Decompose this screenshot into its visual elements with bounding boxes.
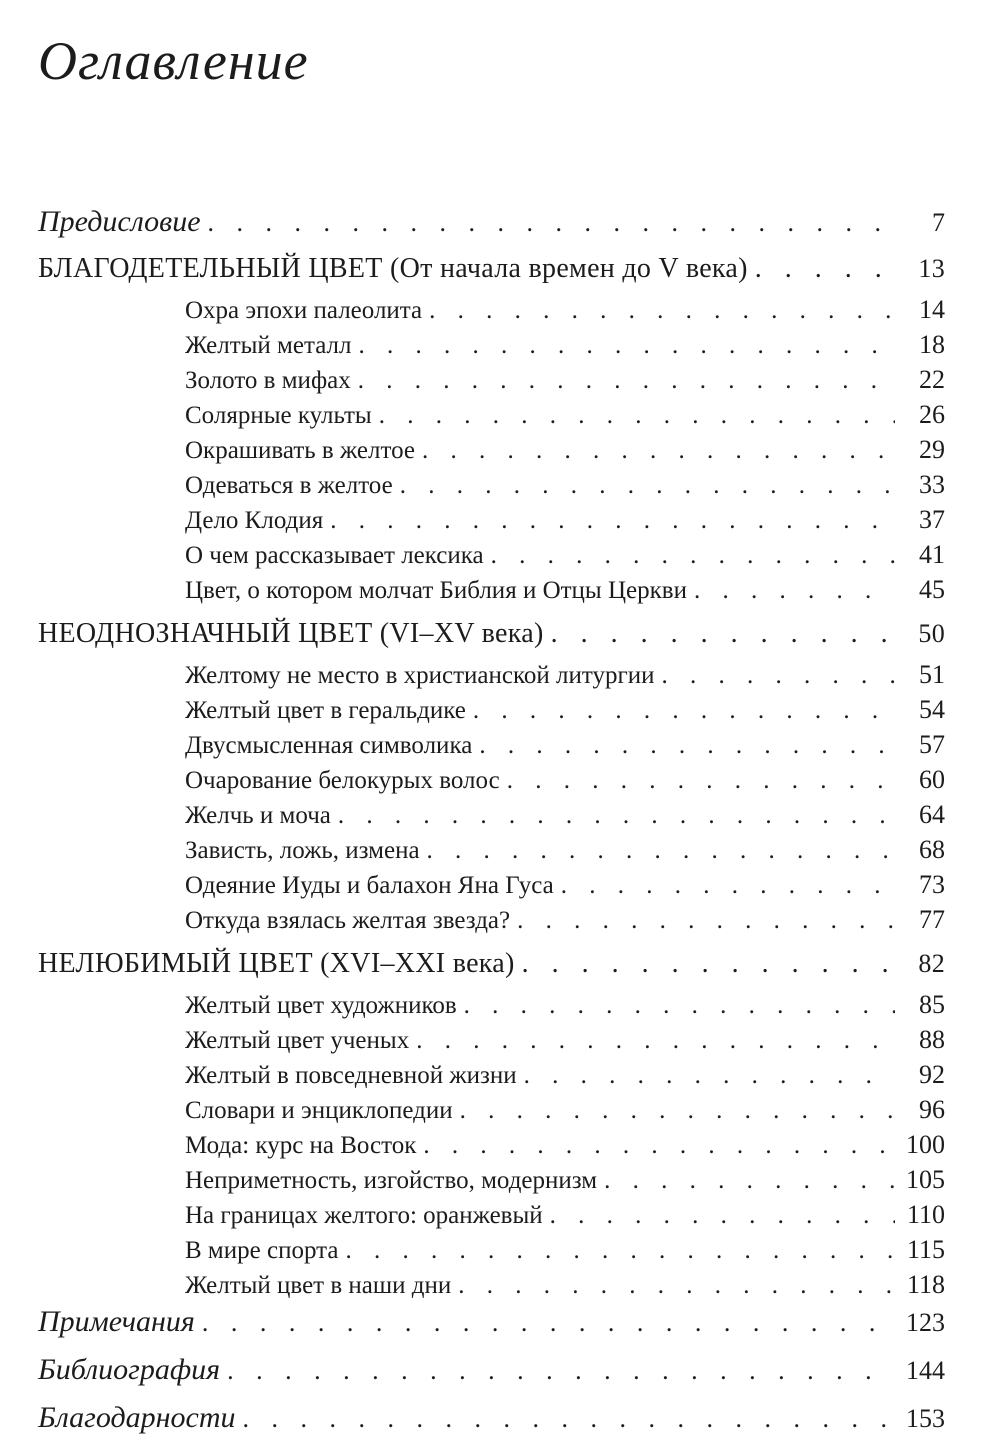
page-title: Оглавление	[38, 31, 309, 91]
toc-entry	[38, 1270, 945, 1305]
toc-entry	[38, 1401, 945, 1449]
dot-leader	[393, 472, 895, 500]
toc-entry	[38, 948, 945, 990]
dot-leader	[457, 992, 895, 1020]
toc-entry	[38, 990, 945, 1025]
toc-entry	[38, 1165, 945, 1200]
toc-entry	[38, 1353, 945, 1401]
toc-entry	[38, 905, 945, 940]
page-number: 26	[919, 400, 945, 429]
toc-entry-label: Зависть, ложь, измена	[185, 837, 420, 864]
dot-leader	[201, 208, 895, 238]
page-number: 88	[919, 1025, 945, 1054]
dot-leader	[416, 1132, 895, 1160]
toc-entry-label: Золото в мифах	[185, 367, 351, 394]
toc-entry-label: О чем рассказывает лексика	[185, 542, 484, 569]
page-number: 41	[919, 540, 945, 569]
dot-leader	[451, 1272, 895, 1300]
dot-leader	[597, 1167, 895, 1195]
toc-entry-label: Желтому не место в христианской литургии	[185, 662, 655, 689]
toc-entry-label: Откуда взялась желтая звезда?	[185, 907, 511, 934]
page-number: 73	[919, 870, 945, 899]
toc-entry-label: Желтый цвет ученых	[185, 1027, 410, 1054]
page-number: 54	[919, 695, 945, 724]
toc-entry-label: Очарование белокурых волос	[185, 767, 500, 794]
dot-leader	[517, 1062, 895, 1090]
toc-entry	[38, 870, 945, 905]
toc-entry	[38, 1025, 945, 1060]
toc-entry-label: БЛАГОДЕТЕЛЬНЫЙ ЦВЕТ (От начала времен до V века)	[38, 253, 748, 284]
toc-entry	[38, 800, 945, 835]
page-number: 37	[919, 505, 945, 534]
dot-leader	[351, 332, 895, 360]
toc-entry-label: Желтый металл	[185, 332, 352, 359]
page-number: 7	[932, 208, 945, 237]
toc-entry	[38, 365, 945, 400]
page-number: 51	[919, 660, 945, 689]
page-number: 45	[919, 575, 945, 604]
dot-leader	[544, 618, 895, 650]
page-number: 100	[906, 1130, 945, 1159]
toc-entry-label: Желтый цвет художников	[185, 992, 457, 1019]
page-number: 50	[918, 619, 945, 648]
toc-entry	[38, 695, 945, 730]
toc-entry	[38, 1095, 945, 1130]
page-number: 14	[919, 295, 945, 324]
page-number: 33	[919, 470, 945, 499]
dot-leader	[687, 577, 895, 605]
toc-entry-label: На границах желтого: оранжевый	[185, 1202, 543, 1229]
toc-entry-label: Охра эпохи палеолита	[185, 297, 423, 324]
toc-list	[0, 205, 1000, 1449]
toc-entry	[38, 253, 945, 295]
page-number: 77	[919, 905, 945, 934]
page-number: 92	[919, 1060, 945, 1089]
toc-entry-label: Солярные культы	[185, 402, 372, 429]
dot-leader	[331, 802, 895, 830]
toc-entry	[38, 540, 945, 575]
dot-leader	[422, 297, 895, 325]
toc-entry-label: Одеяние Иуды и балахон Яна Гуса	[185, 872, 554, 899]
page-number: 57	[919, 730, 945, 759]
page-number: 123	[906, 1308, 945, 1337]
page-number: 118	[906, 1270, 945, 1299]
toc-entry-label: Дело Клодия	[185, 507, 324, 534]
page-number: 13	[918, 254, 945, 283]
toc-entry-label: Неприметность, изгойство, модернизм	[185, 1167, 598, 1194]
toc-entry	[38, 295, 945, 330]
toc-entry	[38, 435, 945, 470]
dot-leader	[748, 253, 895, 285]
toc-entry	[38, 575, 945, 610]
dot-leader	[236, 1404, 896, 1434]
page-number: 110	[906, 1200, 945, 1229]
toc-entry-label: Мода: курс на Восток	[185, 1132, 417, 1159]
dot-leader	[543, 1202, 895, 1230]
toc-entry-label: Примечания	[38, 1305, 195, 1338]
dot-leader	[472, 732, 895, 760]
dot-leader	[654, 662, 895, 690]
page-number: 82	[918, 949, 945, 978]
toc-entry-label: Благодарности	[38, 1401, 236, 1434]
page-number: 22	[919, 365, 945, 394]
dot-leader	[554, 872, 895, 900]
page-number: 153	[906, 1404, 945, 1433]
dot-leader	[372, 402, 895, 430]
page-number: 144	[906, 1356, 945, 1385]
dot-leader	[515, 948, 895, 980]
toc-entry-label: Одеваться в желтое	[185, 472, 393, 499]
toc-entry	[38, 330, 945, 365]
toc-entry	[38, 1130, 945, 1165]
toc-entry	[38, 1235, 945, 1270]
toc-entry	[38, 835, 945, 870]
toc-entry-label: Желтый в повседневной жизни	[185, 1062, 517, 1089]
dot-leader	[195, 1308, 895, 1338]
toc-entry	[38, 660, 945, 695]
toc-entry-label: НЕОДНОЗНАЧНЫЙ ЦВЕТ (VI–XV века)	[38, 618, 544, 649]
toc-entry-label: Предисловие	[38, 205, 201, 238]
toc-entry	[38, 1060, 945, 1095]
dot-leader	[323, 507, 895, 535]
toc-entry	[38, 505, 945, 540]
toc-entry-label: Словари и энциклопедии	[185, 1097, 453, 1124]
page-number: 115	[906, 1235, 945, 1264]
toc-entry	[38, 400, 945, 435]
page-number: 96	[919, 1095, 945, 1124]
toc-entry-label: Цвет, о котором молчат Библия и Отцы Церкви	[185, 577, 687, 604]
toc-entry	[38, 765, 945, 800]
dot-leader	[409, 1027, 895, 1055]
toc-entry-label: Окрашивать в желтое	[185, 437, 415, 464]
page-number: 85	[919, 990, 945, 1019]
dot-leader	[484, 542, 895, 570]
page-number: 105	[906, 1165, 945, 1194]
toc-entry-label: Библиография	[38, 1353, 221, 1386]
dot-leader	[453, 1097, 895, 1125]
dot-leader	[500, 767, 895, 795]
toc-entry-label: Желчь и моча	[185, 802, 331, 829]
toc-entry	[38, 618, 945, 660]
toc-entry-label: Двусмысленная символика	[185, 732, 473, 759]
toc-entry-label: НЕЛЮБИМЫЙ ЦВЕТ (XVI–XXI века)	[38, 948, 515, 979]
page-number: 60	[919, 765, 945, 794]
toc-entry	[38, 730, 945, 765]
dot-leader	[510, 907, 895, 935]
toc-entry	[38, 470, 945, 505]
dot-leader	[466, 697, 895, 725]
dot-leader	[415, 437, 895, 465]
dot-leader	[420, 837, 895, 865]
page-number: 68	[919, 835, 945, 864]
page-number: 29	[919, 435, 945, 464]
toc-entry	[38, 1200, 945, 1235]
toc-entry	[38, 1305, 945, 1353]
dot-leader	[351, 367, 895, 395]
page-number: 18	[919, 330, 945, 359]
dot-leader	[338, 1237, 895, 1265]
toc-entry-label: Желтый цвет в наши дни	[185, 1272, 452, 1299]
toc-entry	[38, 205, 945, 245]
page-number: 64	[919, 800, 945, 829]
toc-entry-label: В мире спорта	[185, 1237, 339, 1264]
toc-entry-label: Желтый цвет в геральдике	[185, 697, 466, 724]
dot-leader	[220, 1356, 895, 1386]
